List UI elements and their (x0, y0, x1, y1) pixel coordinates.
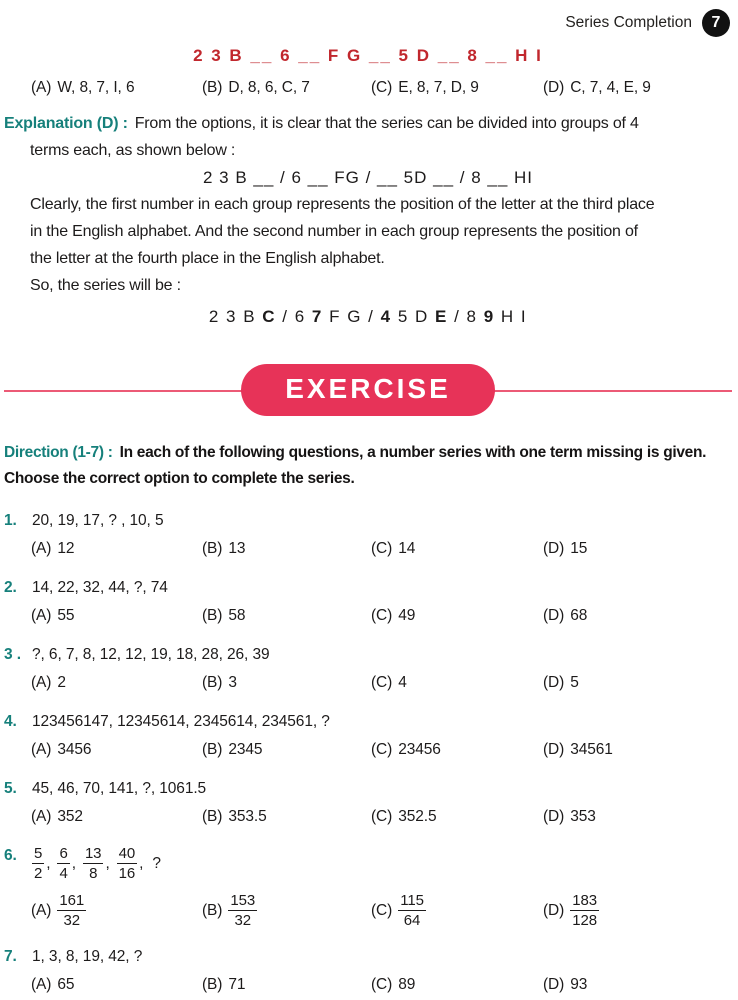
option-c: (C) 23456 (371, 741, 441, 758)
question-number: 2. (4, 579, 17, 596)
options-row (4, 671, 732, 694)
option-c: (C) 89 (371, 976, 416, 993)
explanation-label: Explanation (D) : (4, 115, 128, 132)
fraction: $\frac{115}{64}$ (400, 892, 424, 929)
exercise-pill: EXERCISE (241, 364, 495, 416)
option-b: (B) 353.5 (202, 808, 267, 825)
fraction: $\frac{183}{128}$ (572, 892, 597, 929)
question-series: 45, 46, 70, 141, ?, 1061.5 (32, 780, 207, 797)
options-row (4, 604, 732, 627)
question-number: 1. (4, 512, 17, 529)
option-d: (D) $\frac{183}{128}$ (543, 892, 597, 929)
option-c: (C) 49 (371, 607, 416, 624)
example-option-b: (B) D, 8, 6, C, 7 (202, 79, 310, 96)
question-list (4, 510, 732, 996)
question-series: ?, 6, 7, 8, 12, 12, 19, 18, 28, 26, 39 (32, 646, 270, 663)
option-d: (D) 15 (543, 540, 588, 557)
options-row (4, 738, 732, 761)
option-d: (D) 34561 (543, 741, 613, 758)
chapter-title: Series Completion (565, 14, 692, 31)
option-a: (A) 65 (31, 976, 75, 993)
option-a: (A) $\frac{161}{32}$ (31, 892, 85, 929)
options-row (4, 973, 732, 996)
question-number: 4. (4, 713, 17, 730)
option-c: (C) 352.5 (371, 808, 437, 825)
question-4 (4, 711, 732, 761)
question-series-fractions: $\frac{5}{2}$ , $\frac{6}{4}$ , $\frac{13}{8}$ , $\frac{40}{16}$ , ? (34, 845, 161, 882)
option-c: (C) 4 (371, 674, 407, 691)
fraction: $\frac{5}{2}$ (34, 845, 43, 882)
option-a: (A) 2 (31, 674, 66, 691)
explanation-body: Clearly, the first number in each group represents the position of the letter at the third place in the English alphabet. And the second number in each group represents the position of the letter at the fourth place in the English alphabet. (30, 196, 655, 267)
explanation-intro-line2: terms each, as shown below : (30, 142, 236, 159)
question-number: 7. (4, 948, 17, 965)
option-d: (D) 68 (543, 607, 588, 624)
option-b: (B) 13 (202, 540, 246, 557)
question-series: 123456147, 12345614, 2345614, 234561, ? (32, 713, 330, 730)
option-a: (A) 352 (31, 808, 83, 825)
example-series: 2 3 B __ 6 __ F G __ 5 D __ 8 __ H I (193, 46, 543, 65)
page-header (4, 8, 732, 38)
question-number: 3 . (4, 646, 21, 663)
chapter-number-badge: 7 (702, 9, 730, 37)
options-row (4, 537, 732, 560)
direction-paragraph: Direction (1-7) : In each of the following questions, a number series with one term missing is given. Choose the correct option to complete the series. (4, 444, 707, 487)
option-b: (B) 71 (202, 976, 246, 993)
explanation-intro-line1: From the options, it is clear that the series can be divided into groups of 4 (134, 115, 639, 132)
option-d: (D) 5 (543, 674, 579, 691)
question-6 (4, 845, 732, 929)
fraction: $\frac{13}{8}$ (84, 845, 102, 882)
options-row (4, 892, 732, 929)
option-a: (A) 55 (31, 607, 75, 624)
final-series: 2 3 B C / 6 7 F G / 4 5 D E / 8 9 H I (208, 307, 528, 326)
option-a: (A) 3456 (31, 741, 92, 758)
exercise-banner (4, 364, 732, 416)
example-option-c: (C) E, 8, 7, D, 9 (371, 79, 479, 96)
example-options-row (4, 76, 732, 99)
example-option-d: (D) C, 7, 4, E, 9 (543, 79, 651, 96)
explanation-paragraph (4, 110, 732, 164)
option-c: (C) 14 (371, 540, 416, 557)
question-1 (4, 510, 732, 560)
grouped-series: 2 3 B __ / 6 __ FG / __ 5D __ / 8 __ HI (202, 168, 534, 187)
option-b: (B) 2345 (202, 741, 263, 758)
question-mark: ? (152, 854, 161, 872)
option-a: (A) 12 (31, 540, 75, 557)
fraction: $\frac{153}{32}$ (230, 892, 256, 929)
question-3 (4, 644, 732, 694)
question-5 (4, 778, 732, 828)
option-d: (D) 93 (543, 976, 588, 993)
option-d: (D) 353 (543, 808, 596, 825)
question-series: 20, 19, 17, ? , 10, 5 (32, 512, 164, 529)
option-b: (B) 3 (202, 674, 237, 691)
explanation-conclusion: So, the series will be : (30, 277, 181, 294)
question-2 (4, 577, 732, 627)
fraction: $\frac{40}{16}$ (118, 845, 136, 882)
option-b: (B) $\frac{153}{32}$ (202, 892, 256, 929)
question-7 (4, 946, 732, 996)
option-b: (B) 58 (202, 607, 246, 624)
fraction: $\frac{161}{32}$ (59, 892, 85, 929)
question-series: 14, 22, 32, 44, ?, 74 (32, 579, 168, 596)
question-series: 1, 3, 8, 19, 42, ? (32, 948, 143, 965)
option-c: (C) $\frac{115}{64}$ (371, 892, 424, 929)
fraction: $\frac{6}{4}$ (59, 845, 68, 882)
direction-label: Direction (1-7) : (4, 444, 113, 461)
example-option-a: (A) W, 8, 7, I, 6 (31, 79, 135, 96)
question-number: 5. (4, 780, 17, 797)
question-number: 6. (4, 847, 17, 864)
options-row (4, 805, 732, 828)
